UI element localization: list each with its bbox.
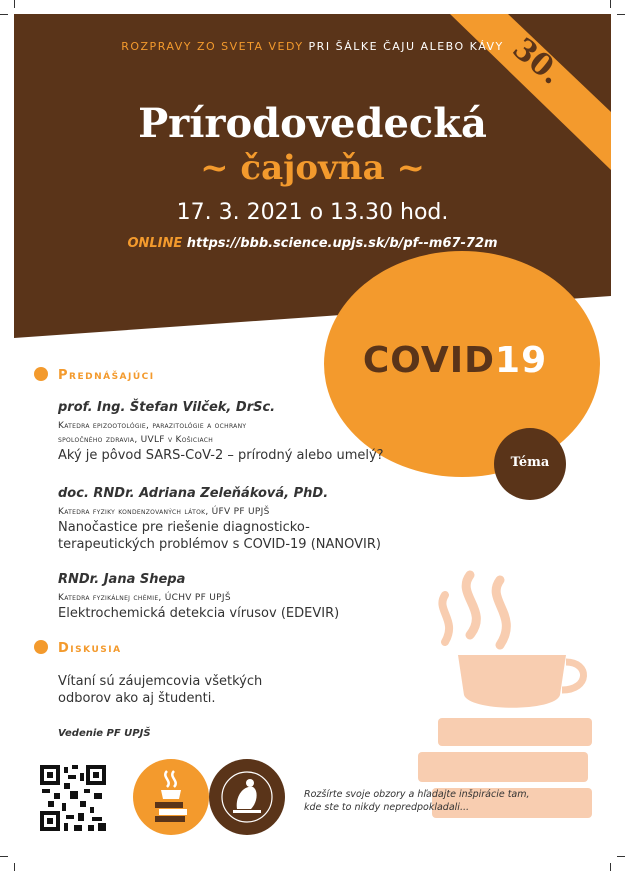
cajovna-logo bbox=[133, 759, 209, 835]
speaker-topic-line: terapeutických problémov s COVID-19 (NANOVIR) bbox=[58, 537, 381, 552]
discussion-text-line: odborov ako aj študenti. bbox=[58, 691, 216, 706]
discussion-text-line: Vítaní sú záujemcovia všetkých bbox=[58, 674, 263, 689]
edition-number: 30. bbox=[505, 31, 569, 92]
online-url[interactable]: https://bbb.science.upjs.sk/b/pf--m67-72m bbox=[186, 236, 498, 251]
speaker-topic-line: Nanočastice pre riešenie diagnosticko- bbox=[58, 520, 310, 535]
footer-slogan-line: kde ste to nikdy nepredpokladali... bbox=[304, 802, 469, 813]
event-title: Prírodovedecká bbox=[138, 100, 487, 147]
event-subtitle: ~ čajovňa ~ bbox=[200, 148, 425, 188]
footer-slogan bbox=[304, 788, 564, 814]
speaker-department-line: Katedra epizootológie, parazitológie a ochrany bbox=[58, 421, 247, 431]
speaker-name: doc. RNDr. Adriana Zeleňáková, PhD. bbox=[58, 486, 329, 501]
online-label: ONLINE bbox=[127, 236, 183, 251]
speaker-department-line: Katedra fyzikálnej chémie, ÚCHV PF UPJŠ bbox=[58, 593, 231, 603]
speaker-topic: Elektrochemická detekcia vírusov (EDEVIR) bbox=[58, 606, 340, 621]
discussion-heading-text: Diskusia bbox=[58, 641, 122, 656]
organizer-signature: Vedenie PF UPJŠ bbox=[58, 728, 151, 739]
speaker-department-line: Katedra fyziky kondenzovaných látok, ÚFV PF UPJŠ bbox=[58, 507, 270, 517]
university-seal bbox=[209, 759, 285, 835]
tema-label: Téma bbox=[510, 455, 550, 470]
series-tagline-b: PRI ŠÁLKE ČAJU ALEBO KÁVY bbox=[308, 40, 504, 53]
speaker-name: prof. Ing. Štefan Vilček, DrSc. bbox=[58, 400, 276, 415]
speaker-name: RNDr. Jana Shepa bbox=[58, 572, 186, 587]
footer-slogan-line: Rozšírte svoje obzory a hľadajte inšpirácie tam, bbox=[304, 789, 530, 800]
topic-covid-number: 19 bbox=[495, 340, 548, 381]
topic-covid-word: COVID bbox=[362, 340, 496, 381]
speaker-topic: Aký je pôvod SARS-CoV-2 – prírodný alebo umelý? bbox=[58, 448, 384, 463]
speaker-department-line: spoločného zdravia, UVLF v Košiciach bbox=[58, 435, 214, 445]
speakers-heading-text: Prednášajúci bbox=[58, 368, 155, 383]
qr-code bbox=[40, 765, 106, 831]
series-tagline-a: ROZPRAVY ZO SVETA VEDY bbox=[121, 40, 304, 53]
event-date: 17. 3. 2021 o 13.30 hod. bbox=[176, 200, 449, 225]
